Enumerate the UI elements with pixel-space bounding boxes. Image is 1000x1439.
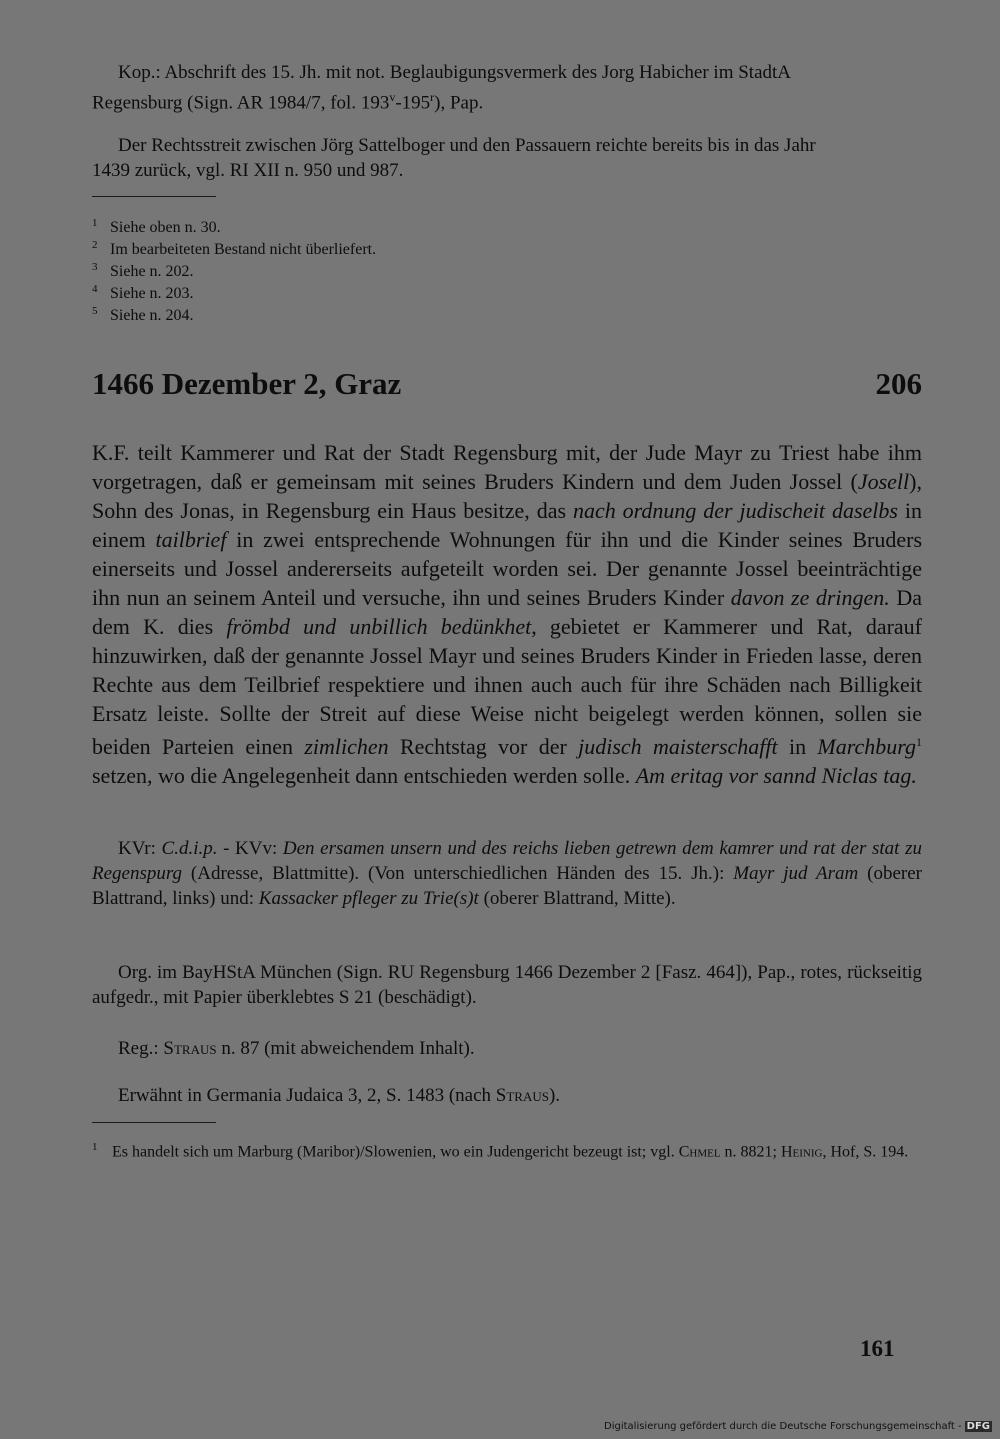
org-paragraph: Org. im BayHStA München (Sign. RU Regensburg 1466 Dezember 2 [Fasz. 464]), Pap., rotes, rückseitig aufgedr., mit Papier überklebtes S 21 (beschädigt). [92, 962, 922, 1008]
dfg-footer [604, 1421, 992, 1432]
footnote-4: $^4$ Siehe n. 203. [92, 283, 194, 302]
footnote-divider-bottom [92, 1122, 216, 1123]
erwaehnt-paragraph: Erwähnt in Germania Judaica 3, 2, S. 1483 (nach Straus). [118, 1085, 561, 1106]
document-number: 206 [875, 366, 922, 401]
kop-line-1: Kop.: Abschrift des 15. Jh. mit not. Beglaubigungsvermerk des Jorg Habicher im StadtA [118, 62, 792, 83]
footnote-ref-1: 1 [916, 735, 922, 749]
kop-paragraph [92, 60, 922, 115]
streit-line-2: 1439 zurück, vgl. RI XII n. 950 und 987. [92, 160, 404, 181]
footnote-1: $^1$ Siehe oben n. 30. [92, 217, 221, 236]
regest-paragraph: K.F. teilt Kammerer und Rat der Stadt Regensburg mit, der Jude Mayr zu Triest habe ihm vorgetragen, daß er gemeinsam mit seines Bruders Kindern und dem Juden Jossel (Josell), Sohn des Jonas, in Regensburg ein Haus besitze, das nach ordnung der judischeit daselbs in einem tailbrief in zwei entsprechende Wohnungen für ihn und die Kinder seines Bruders einerseits und Jossel andererseits aufgeteilt worden sei. Der genannte Jossel beeinträchtige ihn nun an seinem Anteil und versuche, ihn und seines Bruders Kinder davon ze dringen. Da dem K. dies frömbd und unbillich bedünkhet, gebietet er Kammerer und Rat, darauf hinzuwirken, daß der genannte Jossel Mayr und seines Bruders Kinder in Frieden lasse, deren Rechte aus dem Teilbrief respektiere und ihnen auch auch für ihre Schäden nach Billigkeit Ersatz leiste. Sollte der Streit auf diese Weise nicht beigelegt werden können, sollen sie beiden Parteien einen zimlichen Rechtstag vor der judisch maisterschafft in Marchburg$^1$ setzen, wo die Angelegenheit dann entschieden werden solle. Am eritag vor sannd Niclas tag. [92, 440, 923, 788]
footnote-bottom: $^1$ Es handelt sich um Marburg (Maribor)/Slowenien, wo ein Judengericht bezeugt ist; vgl. Chmel n. 8821; Heinig, Hof, S. 194. [92, 1141, 909, 1161]
kvr-paragraph: KVr: C.d.i.p. - KVv: Den ersamen unsern und des reichs lieben getrewn dem kamrer und rat der stat zu Regenspurg (Adresse, Blattmitte). (Von unterschiedlichen Händen des 15. Jh.): Mayr jud Aram (oberer Blattrand, links) und: Kassacker pfleger zu Trie(s)t (oberer Blattrand, Mitte). [92, 838, 922, 909]
footnote-5: $^5$ Siehe n. 204. [92, 305, 194, 324]
reg-paragraph: Reg.: Straus n. 87 (mit abweichendem Inhalt). [118, 1038, 475, 1059]
dfg-logo: DFG [966, 1421, 990, 1432]
document-heading [92, 364, 922, 404]
footnote-divider [92, 196, 216, 197]
footnote-2: $^2$ Im bearbeiteten Bestand nicht überliefert. [92, 239, 377, 258]
footnote-3: $^3$ Siehe n. 202. [92, 261, 194, 280]
kop-line-2: Regensburg (Sign. AR 1984/7, fol. 193$^v$-195$^r$), Pap. [92, 90, 484, 114]
dfg-footer-text: Digitalisierung gefördert durch die Deutsche Forschungsgemeinschaft - [604, 1421, 962, 1432]
heading-date-place: 1466 Dezember 2, Graz [92, 366, 402, 401]
streit-line-1: Der Rechtsstreit zwischen Jörg Sattelboger und den Passauern reichte bereits bis in das Jahr [118, 135, 816, 156]
streit-paragraph [92, 133, 922, 183]
page-number: 161 [860, 1336, 895, 1361]
